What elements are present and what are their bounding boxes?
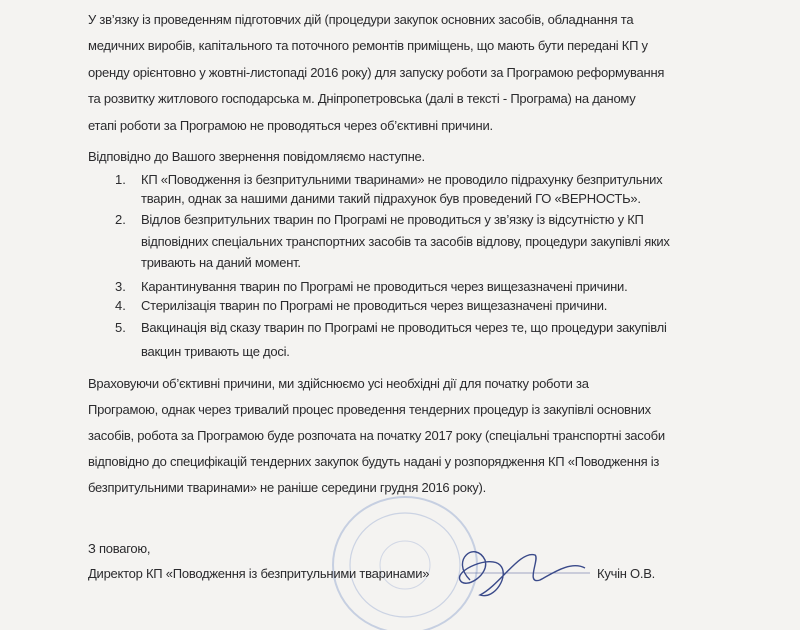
text-line: тривають на даний момент. — [141, 255, 301, 270]
signatory-name: Кучін О.В. — [597, 566, 656, 581]
text-line: Стерилізація тварин по Програмі не проводиться через вищезазначені причини. — [141, 298, 608, 313]
list-number: 3. — [115, 279, 126, 294]
reply-intro: Відповідно до Вашого звернення повідомляємо наступне. — [88, 149, 425, 164]
text-line: медичних виробів, капітального та поточного ремонтів приміщень, що мають бути передані КП у — [88, 38, 648, 53]
list-number: 1. — [115, 172, 126, 187]
text-line: Програмою, однак через тривалий процес проведення тендерних процедур із закупівлі основних — [88, 402, 651, 417]
list-number: 4. — [115, 298, 126, 313]
text-line: Вакцинація від сказу тварин по Програмі не проводиться через те, що процедури закупівлі — [141, 320, 667, 335]
text-line: оренду орієнтовно у жовтні-листопаді 2016 року) для запуску роботи за Програмою реформування — [88, 65, 665, 80]
text-line: відповідно до специфікацій тендерних закупок будуть надані у розпорядження КП «Поводження із — [88, 454, 660, 469]
list-number: 5. — [115, 320, 126, 335]
text-line: безпритульними тваринами» не раніше середини грудня 2016 року). — [88, 480, 486, 495]
signature — [440, 540, 600, 610]
salutation: З повагою, — [88, 541, 151, 556]
signatory-position: Директор КП «Поводження із безпритульними тваринами» — [88, 566, 430, 581]
list-number: 2. — [115, 212, 126, 227]
text-line: та розвитку житлового господарська м. Дніпропетровська (далі в тексті - Програма) на даному — [88, 91, 636, 106]
text-line: У зв’язку із проведенням підготовчих дій (процедури закупок основних засобів, обладнання та — [88, 12, 634, 27]
text-line: Враховуючи об’єктивні причини, ми здійснюємо усі необхідні дії для початку роботи за — [88, 376, 589, 391]
text-line: КП «Поводження із безпритульними тваринами» не проводило підрахунку безпритульних — [141, 172, 663, 187]
text-line: тварин, однак за нашими даними такий підрахунок був проведений ГО «ВЕРНОСТЬ». — [141, 191, 641, 206]
text-line: засобів, робота за Програмою буде розпочата на початку 2017 року (спеціальні транспортні засоби — [88, 428, 665, 443]
text-line: Відлов безпритульних тварин по Програмі не проводиться у зв’язку із відсутністю у КП — [141, 212, 644, 227]
text-line: вакцин тривають ще досі. — [141, 344, 290, 359]
text-line: Карантинування тварин по Програмі не проводиться через вищезазначені причини. — [141, 279, 628, 294]
text-line: етапі роботи за Програмою не проводяться через об’єктивні причини. — [88, 118, 493, 133]
text-line: відповідних спеціальних транспортних засобів та засобів відлову, процедури закупівлі яких — [141, 234, 670, 249]
